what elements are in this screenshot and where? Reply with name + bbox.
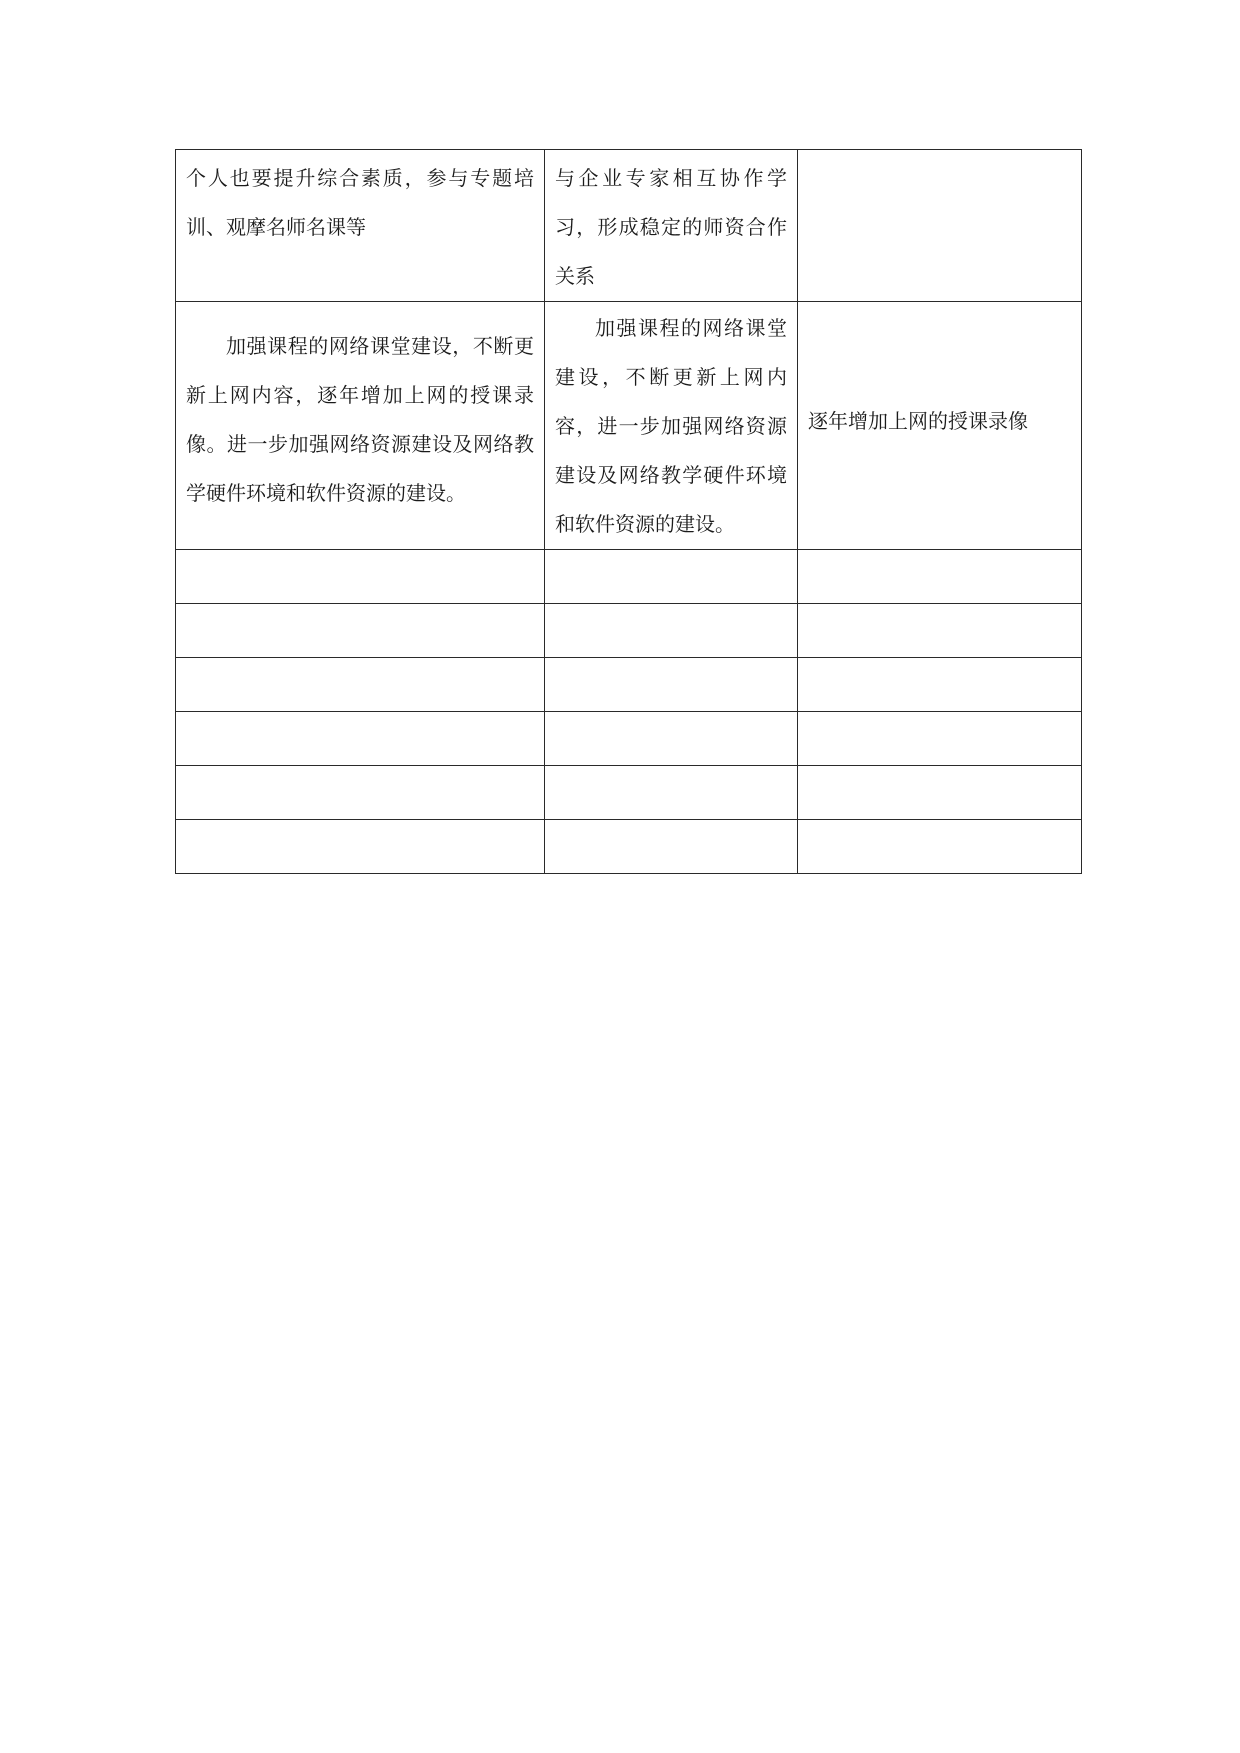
cell-text (176, 820, 544, 824)
table-cell (798, 150, 1082, 302)
table-cell (545, 658, 798, 712)
cell-text (545, 550, 797, 554)
table-cell (176, 820, 545, 874)
table-row (176, 820, 1082, 874)
cell-text: 个人也要提升综合素质，参与专题培训、观摩名师名课等 (186, 166, 534, 239)
table-cell (176, 658, 545, 712)
cell-text (798, 604, 1081, 608)
cell-text (798, 658, 1081, 662)
cell-text (798, 820, 1081, 824)
table-row (176, 604, 1082, 658)
table-row (176, 550, 1082, 604)
cell-text (176, 604, 544, 608)
cell-text (176, 766, 544, 770)
cell-text (545, 820, 797, 824)
table-cell (798, 550, 1082, 604)
table-row (176, 150, 1082, 302)
table-cell (176, 604, 545, 658)
table-cell (176, 766, 545, 820)
table-cell (176, 150, 545, 302)
table-cell (545, 604, 798, 658)
table-cell (798, 820, 1082, 874)
table-cell (545, 550, 798, 604)
table-row (176, 302, 1082, 550)
table-cell (176, 302, 545, 550)
cell-text (176, 658, 544, 662)
table-cell (176, 712, 545, 766)
table-cell (798, 604, 1082, 658)
table-cell (176, 550, 545, 604)
table-cell (798, 658, 1082, 712)
table-cell (545, 302, 798, 550)
table-cell (798, 302, 1082, 550)
cell-text: 逐年增加上网的授课录像 (808, 409, 1028, 433)
cell-text (798, 150, 1081, 154)
table-cell (545, 820, 798, 874)
cell-text (798, 766, 1081, 770)
table-cell (545, 712, 798, 766)
cell-text (545, 712, 797, 716)
table-cell (798, 766, 1082, 820)
cell-text (176, 712, 544, 716)
cell-text: 加强课程的网络课堂建设，不断更新上网内容，进一步加强网络资源建设及网络教学硬件环境和软件资源的建设。 (555, 316, 787, 536)
table-cell (545, 150, 798, 302)
cell-text (798, 712, 1081, 716)
table-row (176, 766, 1082, 820)
cell-text: 与企业专家相互协作学习，形成稳定的师资合作关系 (555, 166, 787, 288)
table-cell (545, 766, 798, 820)
cell-text (798, 550, 1081, 554)
table-cell (798, 712, 1082, 766)
plan-table (175, 149, 1082, 874)
cell-text (176, 550, 544, 554)
table-row (176, 712, 1082, 766)
table-row (176, 658, 1082, 712)
cell-text (545, 766, 797, 770)
cell-text (545, 658, 797, 662)
cell-text: 加强课程的网络课堂建设，不断更新上网内容，逐年增加上网的授课录像。进一步加强网络资源建设及网络教学硬件环境和软件资源的建设。 (186, 334, 534, 505)
cell-text (545, 604, 797, 608)
